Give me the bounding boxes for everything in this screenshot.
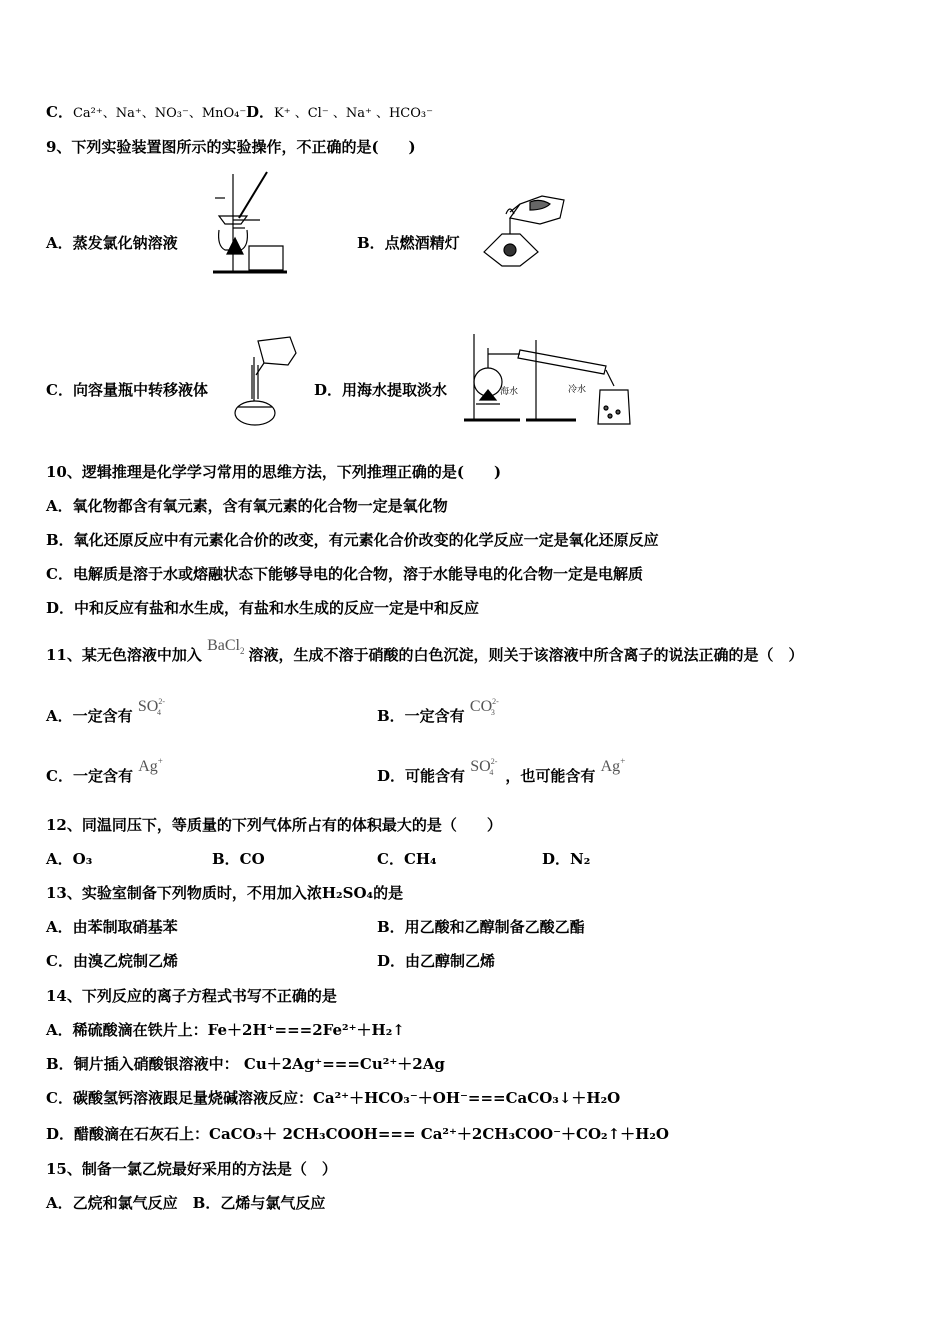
- q8-d-text: K⁺ 、Cl⁻ 、Na⁺ 、HCO₃⁻: [274, 106, 433, 121]
- q11-stem-pre: 11、某无色溶液中加入: [46, 646, 202, 664]
- fig-d-seawater-label: 海水: [500, 386, 519, 396]
- q11-d-ion2-sup: +: [620, 756, 626, 766]
- q11-stem: [46, 637, 804, 667]
- q11-c-ion-sup: +: [157, 756, 163, 766]
- fig-d-coldwater-label: 冷水: [568, 384, 587, 394]
- q11-a-text: A．一定含有: [46, 707, 133, 725]
- q14-option-a: A．稀硫酸滴在铁片上：Fe＋2H⁺===2Fe²⁺＋H₂↑: [46, 1021, 405, 1039]
- q12-option-c: C．CH₄: [377, 850, 437, 868]
- q11-d-ion2-text: Ag: [600, 758, 621, 775]
- q11-d-ion-sup: 2-: [490, 757, 498, 766]
- q14-option-d: D．醋酸滴在石灰石上：CaCO₃＋ 2CH₃COOH=== Ca²⁺＋2CH₃COO⁻＋CO₂↑＋H₂O: [46, 1125, 669, 1143]
- q11-reagent-sub: 2: [240, 646, 245, 656]
- q11-c-ion: [138, 758, 163, 775]
- q11-b-ion: [470, 698, 503, 715]
- q11-b-ion-sup: 2-: [492, 697, 499, 706]
- distillation-apparatus-figure: [460, 330, 642, 426]
- q11-reagent: [207, 637, 248, 654]
- q11-a-ion: [138, 698, 169, 715]
- q9-option-c: C．向容量瓶中转移液体: [46, 381, 208, 399]
- q12-option-b: B．CO: [212, 850, 265, 868]
- volumetric-flask-figure: [228, 335, 300, 427]
- q15-stem: 15、制备一氯乙烷最好采用的方法是（ ）: [46, 1160, 337, 1178]
- q11-option-c: [46, 756, 163, 788]
- q13-option-c: C．由溴乙烷制乙烯: [46, 952, 178, 970]
- q14-option-c: C．碳酸氢钙溶液跟足量烧碱溶液反应：Ca²⁺＋HCO₃⁻＋OH⁻===CaCO₃↓＋H₂O: [46, 1089, 621, 1107]
- q13-option-a: A．由苯制取硝基苯: [46, 918, 178, 936]
- q13-option-d: D．由乙醇制乙烯: [377, 952, 496, 970]
- q11-option-b: [377, 697, 503, 729]
- q13-option-b: B．用乙酸和乙醇制备乙酸乙酯: [377, 918, 585, 936]
- q9-option-a: A．蒸发氯化钠溶液: [46, 234, 178, 252]
- q10-option-a: A．氧化物都含有氧元素，含有氧元素的化合物一定是氧化物: [46, 497, 448, 515]
- q11-a-ion-sub: 4: [157, 708, 161, 717]
- q11-b-text: B．一定含有: [377, 707, 465, 725]
- q10-option-d: D．中和反应有盐和水生成，有盐和水生成的反应一定是中和反应: [46, 599, 480, 617]
- q11-d-ion: [470, 758, 505, 775]
- q10-option-c: C．电解质是溶于水或熔融状态下能够导电的化合物，溶于水能导电的化合物一定是电解质: [46, 565, 643, 583]
- q12-option-d: D．N₂: [542, 850, 591, 868]
- q8-c-text: Ca²⁺、Na⁺、NO₃⁻、MnO₄⁻: [72, 106, 247, 121]
- q11-c-text: C．一定含有: [46, 767, 133, 785]
- q11-a-ion-sup: 2-: [158, 697, 165, 706]
- q11-d-ion2: [601, 758, 626, 775]
- q9-option-b: B．点燃酒精灯: [357, 234, 460, 252]
- q8-c-label: C．: [46, 103, 73, 121]
- q11-reagent-text: BaCl: [207, 637, 240, 654]
- q9-stem: 9、下列实验装置图所示的实验操作，不正确的是( ): [46, 138, 416, 156]
- evaporation-apparatus-figure: [205, 168, 295, 280]
- q10-stem: 10、逻辑推理是化学学习常用的思维方法，下列推理正确的是( ): [46, 463, 502, 481]
- q11-d-mid: ，也可能含有: [505, 767, 596, 785]
- q11-d-ion-sub: 4: [489, 768, 494, 777]
- q11-c-ion-text: Ag: [138, 758, 158, 775]
- q14-stem: 14、下列反应的离子方程式书写不正确的是: [46, 987, 337, 1005]
- q11-option-d: [377, 756, 626, 789]
- q8-option-d: [246, 102, 433, 124]
- q13-stem: 13、实验室制备下列物质时，不用加入浓H₂SO₄的是: [46, 884, 404, 902]
- q11-stem-post: 溶液，生成不溶于硝酸的白色沉淀，则关于该溶液中所含离子的说法正确的是（ ）: [248, 646, 804, 664]
- q11-b-ion-sub: 3: [490, 708, 495, 717]
- q14-option-b: B．铜片插入硝酸银溶液中： Cu＋2Ag⁺===Cu²⁺＋2Ag: [46, 1055, 445, 1073]
- q10-option-b: B．氧化还原反应中有元素化合价的改变，有元素化合价改变的化学反应一定是氧化还原反应: [46, 531, 659, 549]
- q9-option-d: D．用海水提取淡水: [314, 381, 448, 399]
- q8-d-label: D．: [246, 103, 275, 121]
- q15-options-ab: A．乙烷和氯气反应 B．乙烯与氯气反应: [46, 1194, 326, 1212]
- q8-option-c: [46, 102, 246, 124]
- q12-option-a: A．O₃: [46, 850, 93, 868]
- q11-a-ion-text: SO: [137, 698, 159, 715]
- q11-b-ion-text: CO: [469, 698, 493, 715]
- q11-d-ion-text: SO: [470, 758, 491, 775]
- q11-d-text: D．可能含有: [377, 767, 466, 785]
- q11-option-a: [46, 697, 169, 729]
- alcohol-lamp-figure: [480, 192, 570, 268]
- q12-stem: 12、同温同压下，等质量的下列气体所占有的体积最大的是（ ）: [46, 816, 502, 834]
